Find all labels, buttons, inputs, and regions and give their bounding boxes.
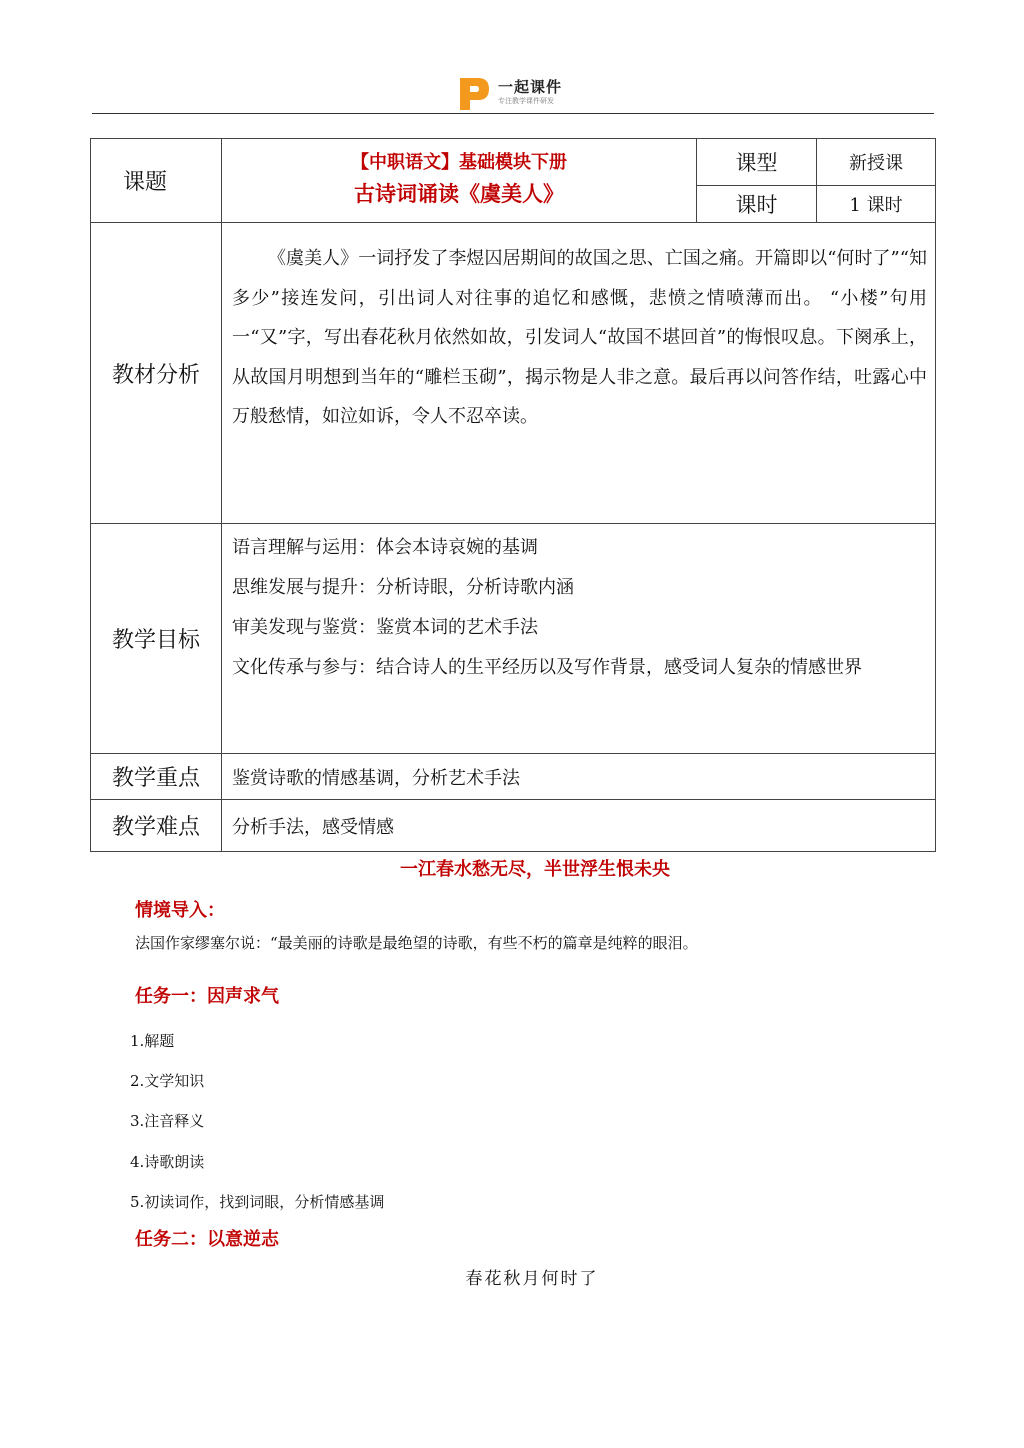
task1-item: 5.初读词作，找到词眼，分析情感基调 (130, 1193, 385, 1211)
intro-quote: 法国作家缪塞尔说：“最美丽的诗歌是最绝望的诗歌，有些不朽的篇章是纯粹的眼泪。 (135, 934, 698, 952)
intro-heading: 情境导入： (135, 900, 225, 921)
lesson-plan-table (90, 138, 936, 852)
goals-label: 教学目标 (91, 524, 222, 754)
task1-item: 2.文学知识 (130, 1072, 205, 1090)
task1-item: 1.解题 (130, 1032, 175, 1050)
brand-tagline: 专注教学课件研发 (498, 97, 554, 105)
course-title: 古诗词诵读《虞美人》 (354, 180, 564, 206)
task1-item: 4.诗歌朗读 (130, 1153, 205, 1171)
analysis-label: 教材分析 (91, 223, 222, 524)
goal-item: 文化传承与参与：结合诗人的生平经历以及写作背景，感受词人复杂的情感世界 (232, 657, 862, 678)
analysis-text: 《虞美人》一词抒发了李煜囚居期间的故国之思、亡国之痛。开篇即以“何时了”“知多少”接连发问，引出词人对往事的追忆和感慨，悲愤之情喷薄而出。 “小楼”句用一“又”字，写出春花秋月依然如故，引发词人“故国不堪回首”的悔恨叹息。下阕承上，从故国月明想到当年的“雕栏玉砌”，揭示物是人非之意。最后再以问答作结，吐露心中万般愁情，如泣如诉，令人不忍卒读。 (222, 223, 936, 524)
logo-p-icon (456, 74, 492, 112)
goals-list (222, 524, 936, 754)
difficulty-text: 分析手法，感受情感 (222, 800, 936, 852)
brand-name: 一起课件 (498, 78, 563, 96)
difficulty-label: 教学难点 (91, 800, 222, 852)
key-points-label: 教学重点 (91, 754, 222, 800)
brand-logo (456, 70, 596, 114)
task1-item: 3.注音释义 (130, 1112, 205, 1130)
title-label: 课题 (122, 170, 167, 195)
lesson-hours-value: 1 课时 (817, 186, 936, 223)
lesson-theme: 一江春水愁无尽，半世浮生恨未央 (400, 859, 670, 880)
lesson-type-label: 课型 (697, 139, 817, 186)
key-points-text: 鉴赏诗歌的情感基调，分析艺术手法 (222, 754, 936, 800)
task1-heading: 任务一：因声求气 (135, 986, 279, 1007)
goal-item: 审美发现与鉴赏：鉴赏本词的艺术手法 (232, 617, 538, 638)
course-title-cell (222, 139, 697, 223)
goal-item: 语言理解与运用：体会本诗哀婉的基调 (232, 537, 538, 558)
lesson-type-value: 新授课 (817, 139, 936, 186)
title-label-cell (91, 139, 222, 223)
lesson-hours-label: 课时 (697, 186, 817, 223)
goal-item: 思维发展与提升：分析诗眼，分析诗歌内涵 (232, 577, 574, 598)
task2-heading: 任务二：以意逆志 (135, 1229, 279, 1250)
course-series: 【中职语文】基础模块下册 (351, 151, 567, 173)
header-divider (92, 113, 934, 114)
poem-line: 春花秋月何时了 (465, 1269, 599, 1289)
